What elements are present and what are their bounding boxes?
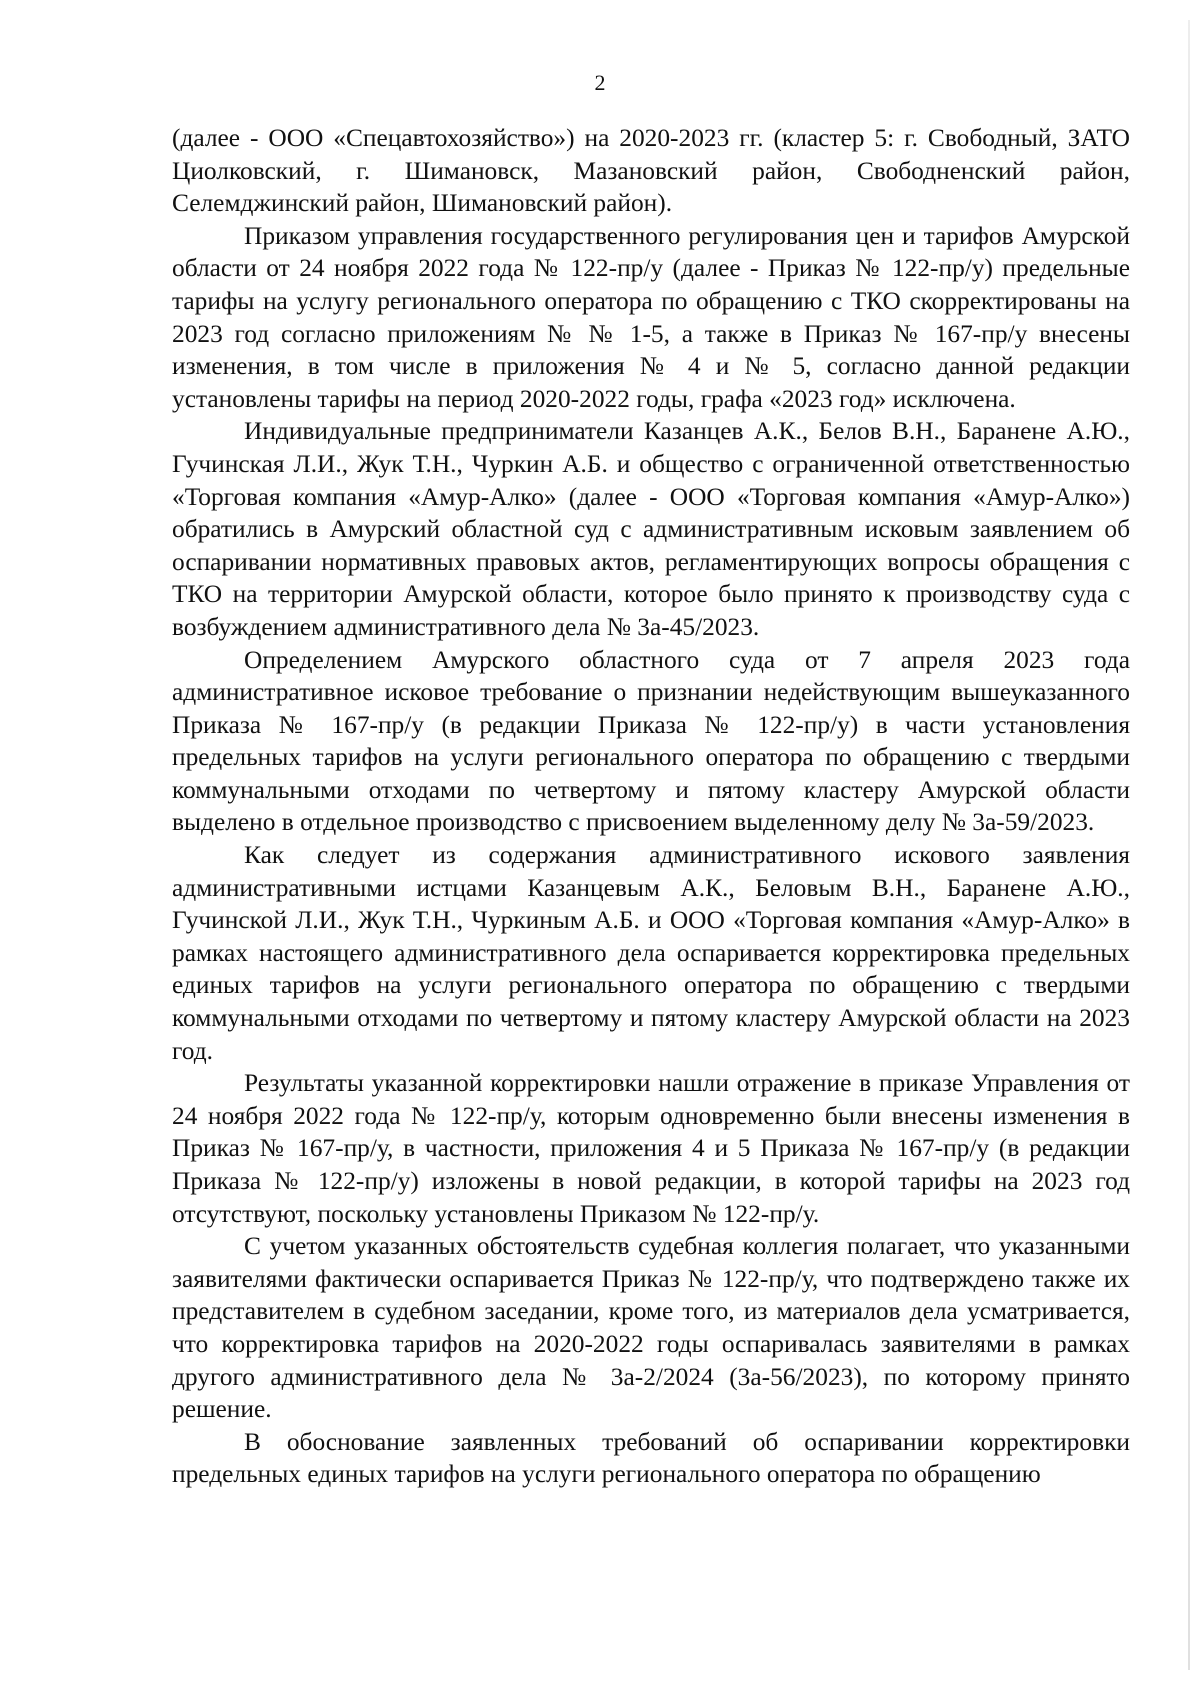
page-number: 2 (594, 70, 606, 95)
paragraph-correction-results: Результаты указанной корректировки нашли отражение в приказе Управления от 24 ноября 2022 года № 122-пр/у, которым одновременно были внесены изменения в Приказ № 167-пр/у, в частности, приложения 4 и 5 Приказа № 167-пр/у (в редакции Приказа № 122-пр/у) изложены в новой редакции, в которой тарифы на 2023 год отсутствуют, поскольку установлены Приказом № 122-пр/у. (172, 1069, 1130, 1228)
paragraph-grounds: В обоснование заявленных требований об оспаривании корректировки предельных единых тарифов на услуги регионального оператора по обращению (172, 1427, 1130, 1489)
paragraph-court-ruling: Определением Амурского областного суда от 7 апреля 2023 года административное исковое требование о признании недействующим вышеуказанного Приказа № 167-пр/у (в редакции Приказа № 122-пр/у) в части установления предельных тарифов на услуги регионального оператора по обращению с твердыми коммунальными отходами по четвертому и пятому кластеру Амурской области выделено в отдельное производство с присвоением выделенному делу № 3а-59/2023. (172, 645, 1130, 837)
paragraph-circumstances: С учетом указанных обстоятельств судебная коллегия полагает, что указанными заявителями фактически оспаривается Приказ № 122-пр/у, что подтверждено также их представителем в судебном заседании, кроме того, из материалов дела усматривается, что корректировка тарифов на 2020-2022 годы оспаривалась заявителями в рамках другого административного дела № 3а-2/2024 (3а-56/2023), по которому принято решение. (172, 1232, 1130, 1424)
document-body (172, 122, 1130, 1491)
scan-edge-shadow (1188, 20, 1190, 1670)
paragraph-order-122: Приказом управления государственного регулирования цен и тарифов Амурской области от 24 ноября 2022 года № 122-пр/у (далее - Приказ № 122-пр/у) предельные тарифы на услугу регионального оператора по обращению с ТКО скорректированы на 2023 год согласно приложениям № № 1-5, а также в Приказ № 167-пр/у внесены изменения, в том числе в приложения № 4 и № 5, согласно данной редакции установлены тарифы на период 2020-2022 годы, графа «2023 год» исключена. (172, 221, 1130, 413)
paragraph-continuation: (далее - ООО «Спецавтохозяйство») на 2020-2023 гг. (кластер 5: г. Свободный, ЗАТО Циолковский, г. Шимановск, Мазановский район, Свободненский район, Селемджинский район, Шимановский район). (172, 124, 1130, 218)
paragraph-plaintiffs: Индивидуальные предприниматели Казанцев А.К., Белов В.Н., Бараненe А.Ю., Гучинская Л.И., Жук Т.Н., Чуркин А.Б. и общество с ограниченной ответственностью «Торговая компания «Амур-Алко» (далее - ООО «Торговая компания «Амур-Алко») обратились в Амурский областной суд с административным исковым заявлением об оспаривании нормативных правовых актов, регламентирующих вопросы обращения с ТКО на территории Амурской области, которое было принято к производству суда с возбуждением административного дела № 3а-45/2023. (172, 417, 1130, 641)
paragraph-claim-content: Как следует из содержания административного искового заявления административными истцами Казанцевым А.К., Беловым В.Н., Бараненe А.Ю., Гучинской Л.И., Жук Т.Н., Чуркиным А.Б. и ООО «Торговая компания «Амур-Алко» в рамках настоящего административного дела оспаривается корректировка предельных единых тарифов на услуги регионального оператора по обращению с твердыми коммунальными отходами по четвертому и пятому кластеру Амурской области на 2023 год. (172, 841, 1130, 1065)
